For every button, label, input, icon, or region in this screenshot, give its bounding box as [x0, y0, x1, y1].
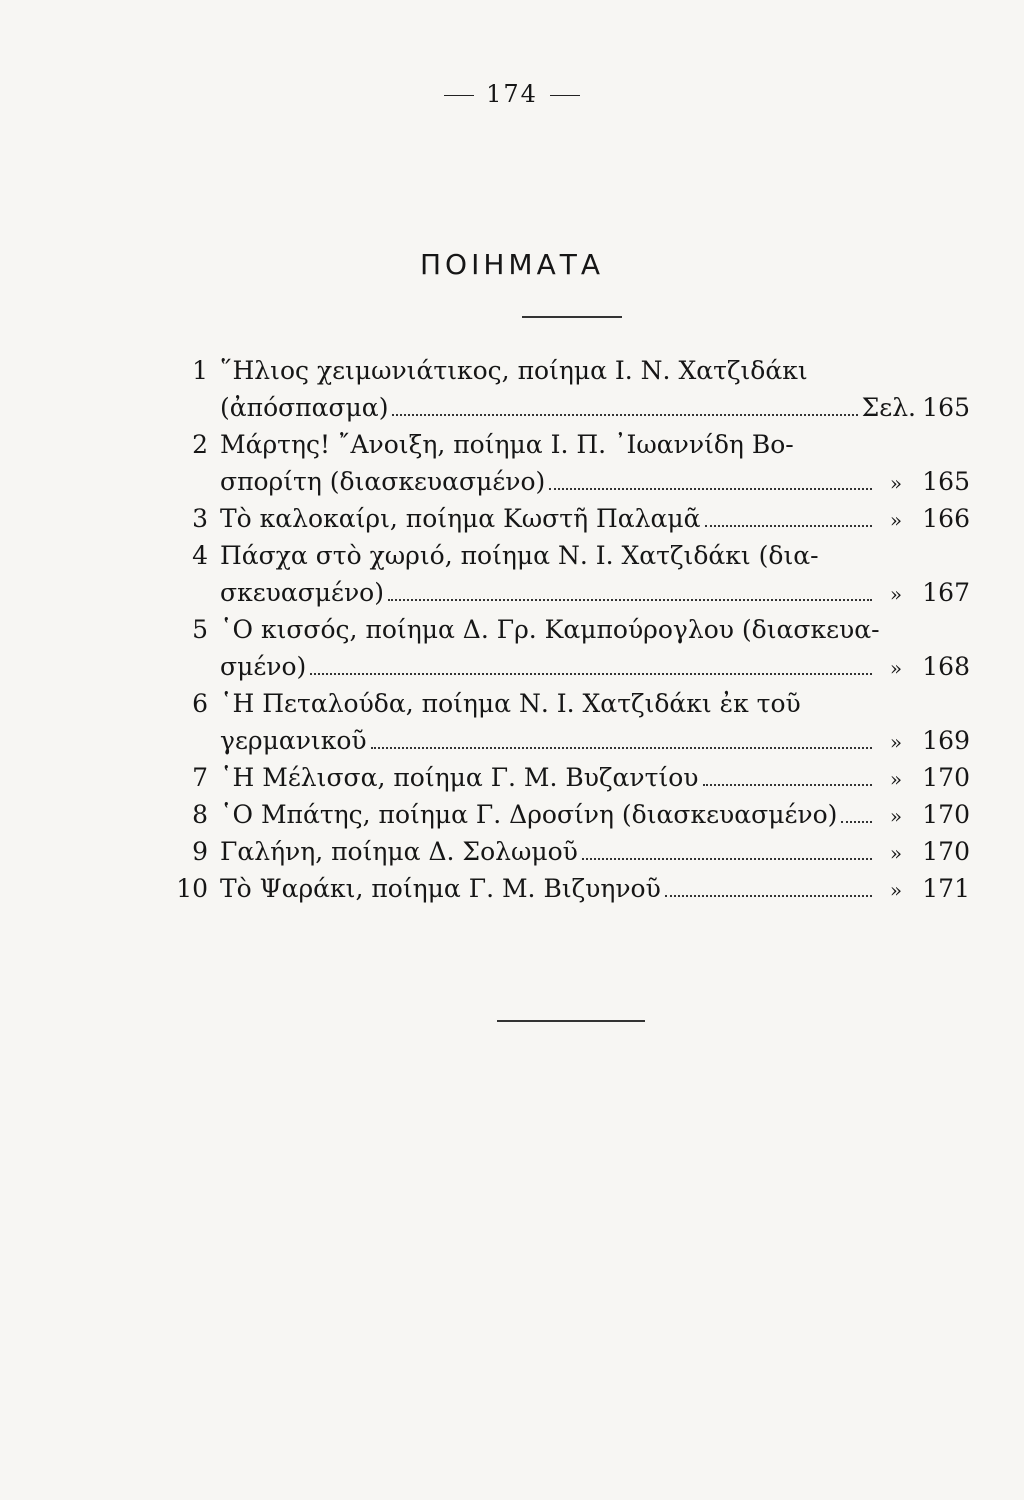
dot-leader [703, 784, 872, 786]
entry-number: 3 [192, 504, 208, 533]
ditto-mark: » [889, 804, 903, 828]
closing-rule [497, 1020, 645, 1022]
toc-entry [150, 500, 970, 537]
toc-entry [150, 759, 970, 796]
heading-rule [522, 316, 622, 318]
entry-title-last: Τὸ Ψαράκι, ποίημα Γ. Μ. Βιζυηνοῦ [220, 874, 661, 903]
entry-leader-line [150, 389, 970, 426]
entry-leader-line [150, 463, 970, 500]
entry-leader-line [150, 500, 970, 537]
entry-title-line: ῾Ο κισσός, ποίημα Δ. Γρ. Καμπούρογλου (διασκευα- [220, 615, 880, 644]
entry-title-line: ῾Η Πεταλούδα, ποίημα Ν. Ι. Χατζιδάκι ἐκ τοῦ [220, 689, 801, 718]
entry-title-last: γερμανικοῦ [220, 726, 367, 755]
entry-page-number: 170 [922, 837, 970, 866]
entry-title-last: ῾Ο Μπάτης, ποίημα Γ. Δροσίνη (διασκευασμένο) [220, 800, 838, 829]
entry-page-number: 168 [922, 652, 970, 681]
dot-leader [388, 599, 872, 601]
entry-page-number: 166 [922, 504, 970, 533]
ditto-mark: » [889, 730, 903, 754]
folio-dash-left [444, 95, 474, 97]
entry-leader-line [150, 796, 970, 833]
toc-entry [150, 426, 970, 500]
entry-title-line: Πάσχα στὸ χωριό, ποίημα Ν. Ι. Χατζιδάκι (δια- [220, 541, 819, 570]
entry-number: 9 [192, 837, 208, 866]
entry-page-number: 167 [922, 578, 970, 607]
toc-entry [150, 870, 970, 907]
dot-leader [310, 673, 872, 675]
entry-number: 6 [192, 689, 208, 718]
dot-leader [371, 747, 872, 749]
entry-title-line: ῞Ηλιος χειμωνιάτικος, ποίημα Ι. Ν. Χατζιδάκι [220, 356, 808, 385]
toc-entry [150, 537, 970, 611]
entry-number: 4 [192, 541, 208, 570]
entry-title-line: Μάρτης! ῎Ανοιξη, ποίημα Ι. Π. ᾿Ιωαννίδη Βο- [220, 430, 794, 459]
entry-title-last: σμένο) [220, 652, 307, 681]
toc-entry [150, 796, 970, 833]
dot-leader [549, 488, 872, 490]
entry-number: 7 [192, 763, 208, 792]
entry-title-last: Τὸ καλοκαίρι, ποίημα Κωστῆ Παλαμᾶ [220, 504, 701, 533]
ditto-mark: » [889, 471, 903, 495]
ditto-mark: » [889, 508, 903, 532]
entry-page-number: 169 [922, 726, 970, 755]
entry-title-last: ῾Η Μέλισσα, ποίημα Γ. Μ. Βυζαντίου [220, 763, 699, 792]
ditto-mark: » [889, 841, 903, 865]
entry-leader-line [150, 870, 970, 907]
entry-number: 2 [192, 430, 208, 459]
folio-dash-right [550, 95, 580, 97]
ditto-mark: » [889, 878, 903, 902]
entry-title-last: σπορίτη (διασκευασμένο) [220, 467, 546, 496]
entry-leader-line [150, 833, 970, 870]
toc-entry [150, 352, 970, 426]
ditto-mark: Σελ. [861, 393, 916, 422]
dot-leader [392, 414, 857, 416]
dot-leader [841, 821, 872, 823]
ditto-mark: » [889, 767, 903, 791]
entry-number: 5 [192, 615, 208, 644]
entry-title-last: σκευασμένο) [220, 578, 384, 607]
section-heading: ΠΟΙΗΜΑΤΑ [420, 248, 604, 281]
dot-leader [665, 895, 872, 897]
entry-number: 10 [176, 874, 208, 903]
entry-title-last: (ἀπόσπασμα) [220, 393, 389, 422]
entry-page-number: 165 [922, 393, 970, 422]
entry-number: 8 [192, 800, 208, 829]
entry-number: 1 [192, 356, 208, 385]
entry-leader-line [150, 759, 970, 796]
toc-entry [150, 685, 970, 759]
dot-leader [582, 858, 872, 860]
entry-page-number: 171 [922, 874, 970, 903]
entry-page-number: 165 [922, 467, 970, 496]
toc-entry [150, 611, 970, 685]
entry-leader-line [150, 648, 970, 685]
entry-leader-line [150, 574, 970, 611]
entry-title-last: Γαλήνη, ποίημα Δ. Σολωμοῦ [220, 837, 578, 866]
toc-entry [150, 833, 970, 870]
page-number-text: 174 [486, 80, 538, 108]
entry-page-number: 170 [922, 800, 970, 829]
page-number [0, 80, 1024, 108]
dot-leader [705, 525, 872, 527]
entry-leader-line [150, 722, 970, 759]
ditto-mark: » [889, 582, 903, 606]
table-of-contents [150, 352, 970, 907]
ditto-mark: » [889, 656, 903, 680]
entry-page-number: 170 [922, 763, 970, 792]
